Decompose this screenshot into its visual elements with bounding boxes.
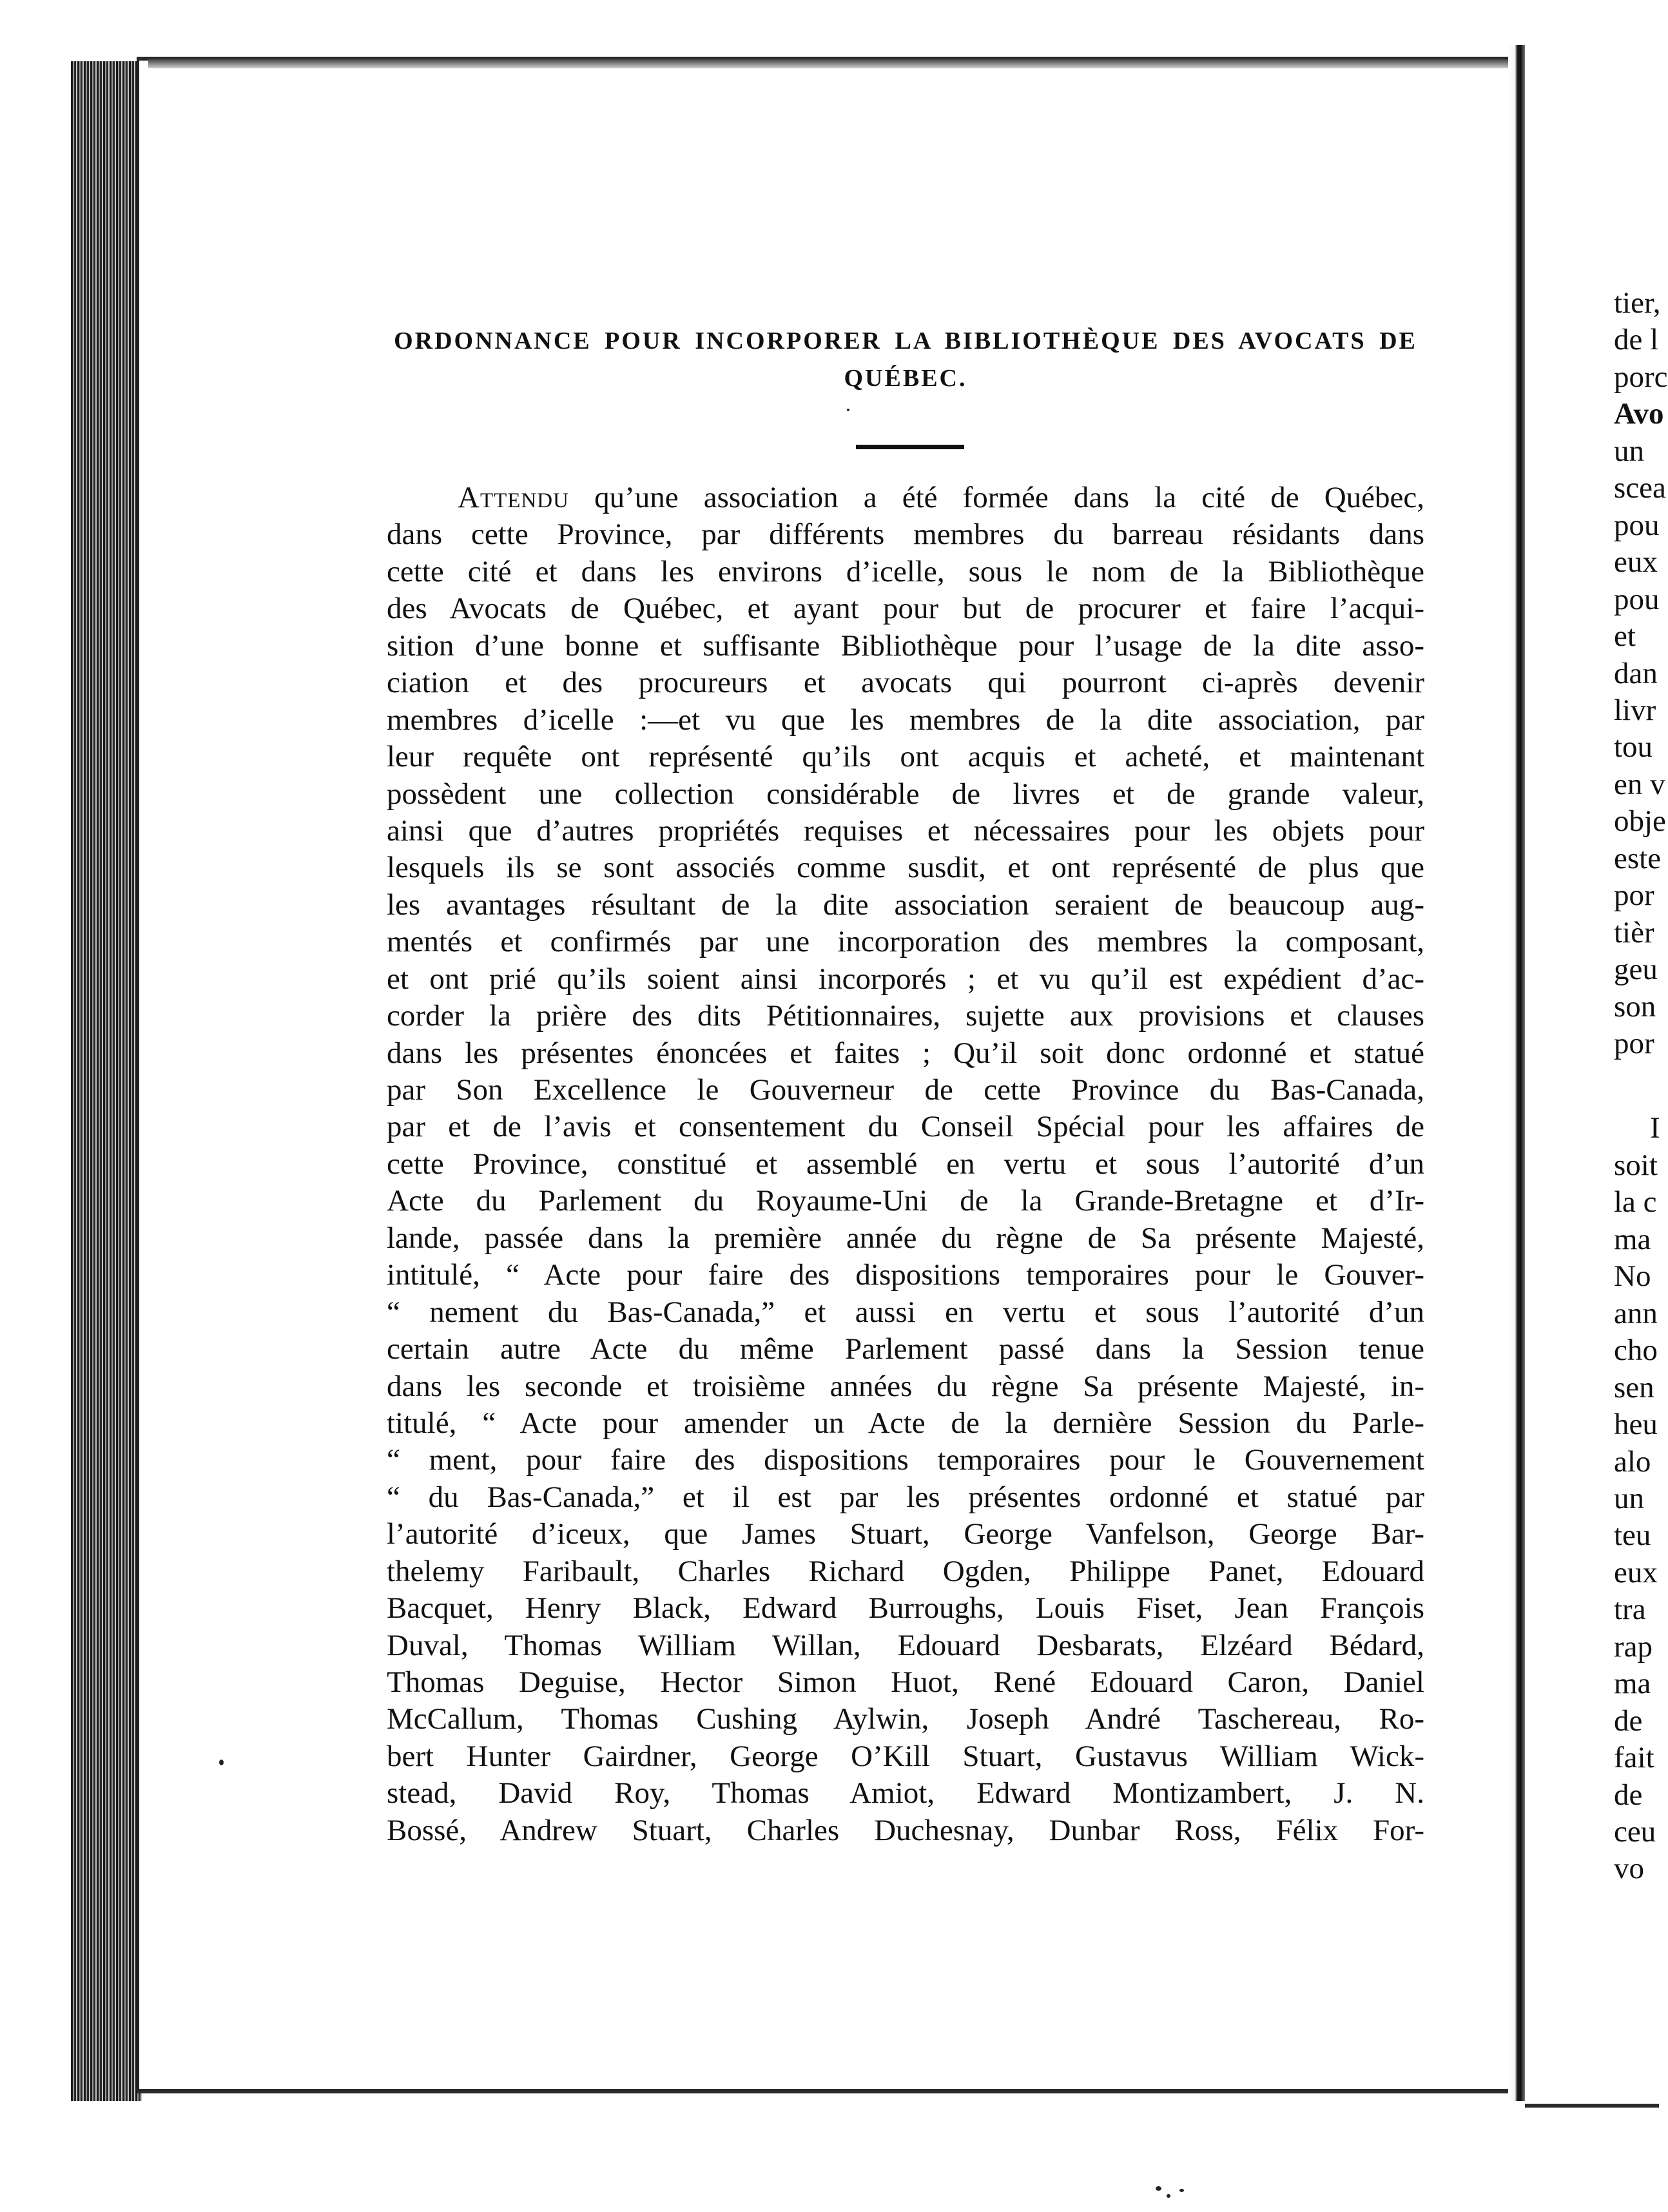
facing-page-fragment: eux xyxy=(1614,545,1658,579)
facing-page-fragment: por xyxy=(1614,878,1654,913)
body-line: intitulé, “ Acte pour faire des dispositions temporaires pour le Gouver- xyxy=(387,1258,1424,1292)
facing-page-fragment: la c xyxy=(1614,1185,1657,1219)
facing-page-fragment: teu xyxy=(1614,1518,1651,1553)
body-line-text: qu’une association a été formée dans la cité de Québec, xyxy=(594,481,1425,514)
scan-speck xyxy=(219,1760,224,1765)
body-line: possèdent une collection considérable de livres et de grande valeur, xyxy=(387,777,1424,811)
ordinance-title-line-1: ORDONNANCE POUR INCORPORER LA BIBLIOTHÈQUE DES AVOCATS DE xyxy=(394,327,1417,354)
body-line: McCallum, Thomas Cushing Aylwin, Joseph André Taschereau, Ro- xyxy=(387,1702,1424,1736)
ordinance-body xyxy=(387,480,1424,1849)
book-spine-edge xyxy=(71,61,142,2101)
facing-page-fragment: eux xyxy=(1614,1555,1658,1589)
facing-page-fragment: heu xyxy=(1614,1408,1658,1442)
body-line xyxy=(387,480,1424,516)
facing-page-fragment: fait xyxy=(1614,1741,1654,1775)
body-line: par Son Excellence le Gouverneur de cette Province du Bas-Canada, xyxy=(387,1073,1424,1107)
facing-page-fragment: tièr xyxy=(1614,915,1654,949)
body-line: Bacquet, Henry Black, Edward Burroughs, Louis Fiset, Jean François xyxy=(387,1591,1424,1625)
scan-speck xyxy=(1167,2194,1170,2198)
facing-page-fragment: este xyxy=(1614,841,1662,875)
body-line: certain autre Acte du même Parlement passé dans la Session tenue xyxy=(387,1332,1424,1366)
body-line: lesquels ils se sont associés comme susdit, et ont représenté de plus que xyxy=(387,851,1424,885)
body-line: lande, passée dans la première année du règne de Sa présente Majesté, xyxy=(387,1221,1424,1255)
body-line: mentés et confirmés par une incorporation des membres la composant, xyxy=(387,925,1424,959)
facing-page-fragment: ma xyxy=(1614,1667,1651,1701)
title-rule xyxy=(856,445,964,449)
facing-page-fragment: tra xyxy=(1614,1593,1646,1627)
ordinance-title xyxy=(387,322,1424,397)
body-line: cette Province, constitué et assemblé en vertu et sous l’autorité d’un xyxy=(387,1147,1424,1181)
facing-page-fragment: et xyxy=(1614,619,1636,654)
body-line: par et de l’avis et consentement du Conseil Spécial pour les affaires de xyxy=(387,1110,1424,1144)
facing-page-fragment: de xyxy=(1614,1703,1643,1738)
lead-word: Attendu xyxy=(458,481,569,514)
body-line: Thomas Deguise, Hector Simon Huot, René Edouard Caron, Daniel xyxy=(387,1665,1424,1699)
facing-page-fragment: scea xyxy=(1614,471,1666,505)
body-line: Duval, Thomas William Willan, Edouard Desbarats, Elzéard Bédard, xyxy=(387,1628,1424,1662)
facing-page-fragment: de l xyxy=(1614,323,1659,357)
facing-page-fragment: ann xyxy=(1614,1296,1658,1330)
body-line: et ont prié qu’ils soient ainsi incorporés ; et vu qu’il est expédient d’ac- xyxy=(387,962,1424,996)
facing-page-fragment: I xyxy=(1650,1111,1660,1145)
body-line: cette cité et dans les environs d’icelle, sous le nom de la Bibliothèque xyxy=(387,554,1424,588)
ordinance-title-line-2: QUÉBEC. xyxy=(844,365,967,392)
facing-page-fragment: un xyxy=(1614,1481,1644,1515)
facing-page-fragment: soit xyxy=(1614,1148,1658,1182)
body-line: thelemy Faribault, Charles Richard Ogden, Philippe Panet, Edouard xyxy=(387,1554,1424,1588)
body-line: Acte du Parlement du Royaume-Uni de la Grande-Bretagne et d’Ir- xyxy=(387,1184,1424,1218)
facing-page-fragment: dan xyxy=(1614,656,1658,690)
body-line: sition d’une bonne et suffisante Bibliothèque pour l’usage de la dite asso- xyxy=(387,628,1424,663)
body-line: bert Hunter Gairdner, George O’Kill Stuart, Gustavus William Wick- xyxy=(387,1739,1424,1773)
facing-page-fragment: livr xyxy=(1614,693,1656,727)
facing-page-fragment: ceu xyxy=(1614,1815,1656,1848)
body-line: leur requête ont représenté qu’ils ont acquis et acheté, et maintenant xyxy=(387,740,1424,774)
body-line: l’autorité d’iceux, que James Stuart, George Vanfelson, George Bar- xyxy=(387,1517,1424,1551)
body-line: corder la prière des dits Pétitionnaires, sujette aux provisions et clauses xyxy=(387,999,1424,1033)
body-line: ainsi que d’autres propriétés requises et nécessaires pour les objets pour xyxy=(387,813,1424,848)
facing-page-fragment: en v xyxy=(1614,767,1665,801)
body-line: membres d’icelle :—et vu que les membres de la dite association, par xyxy=(387,703,1424,737)
body-line: “ nement du Bas-Canada,” et aussi en vertu et sous l’autorité d’un xyxy=(387,1295,1424,1329)
facing-page-fragment: alo xyxy=(1614,1444,1651,1479)
facing-page-fragment: pou xyxy=(1614,508,1660,542)
body-line: ciation et des procureurs et avocats qui pourront ci-après devenir xyxy=(387,666,1424,700)
facing-page-fragment: un xyxy=(1614,434,1644,468)
body-line: dans cette Province, par différents membres du barreau résidants dans xyxy=(387,518,1424,552)
page-top-shadow xyxy=(148,59,1508,68)
facing-page-fragment: No xyxy=(1614,1259,1651,1294)
body-line: titulé, “ Acte pour amender un Acte de la dernière Session du Parle- xyxy=(387,1406,1424,1440)
facing-page-fragment: tier, xyxy=(1614,286,1661,320)
facing-page-fragment: obje xyxy=(1614,804,1666,839)
facing-page-fragment: Avo xyxy=(1614,397,1664,431)
body-line: dans les seconde et troisième années du règne Sa présente Majesté, in- xyxy=(387,1369,1424,1403)
body-line: Bossé, Andrew Stuart, Charles Duchesnay, Dunbar Ross, Félix For- xyxy=(387,1813,1424,1847)
facing-page-fragment: rap xyxy=(1614,1629,1653,1664)
facing-page-fragment: geu xyxy=(1614,953,1658,987)
facing-page-fragment: por xyxy=(1614,1027,1654,1060)
facing-page-fragment: tou xyxy=(1614,730,1653,764)
body-line: les avantages résultant de la dite association seraient de beaucoup aug- xyxy=(387,888,1424,922)
scan-speck xyxy=(1156,2186,1161,2191)
facing-page-fragment: pou xyxy=(1614,582,1660,616)
facing-page-fragment: ma xyxy=(1614,1222,1651,1256)
scan-speck xyxy=(847,409,849,411)
page-gutter xyxy=(1508,45,1525,2101)
facing-page-fragment: de xyxy=(1614,1778,1643,1812)
facing-page-fragment: cho xyxy=(1614,1334,1658,1368)
facing-page-fragment: porc xyxy=(1614,360,1668,394)
body-line: stead, David Roy, Thomas Amiot, Edward Montizambert, J. N. xyxy=(387,1776,1424,1810)
body-line: “ du Bas-Canada,” et il est par les présentes ordonné et statué par xyxy=(387,1480,1424,1514)
body-line: des Avocats de Québec, et ayant pour but de procurer et faire l’acqui- xyxy=(387,592,1424,626)
body-line: “ ment, pour faire des dispositions temporaires pour le Gouvernement xyxy=(387,1443,1424,1477)
facing-page-fragment: sen xyxy=(1614,1370,1654,1404)
facing-page-fragment: son xyxy=(1614,989,1656,1024)
body-line: dans les présentes énoncées et faites ; Qu’il soit donc ordonné et statué xyxy=(387,1036,1424,1070)
facing-page-fragment: vo xyxy=(1614,1852,1644,1886)
scan-speck xyxy=(1179,2189,1184,2192)
